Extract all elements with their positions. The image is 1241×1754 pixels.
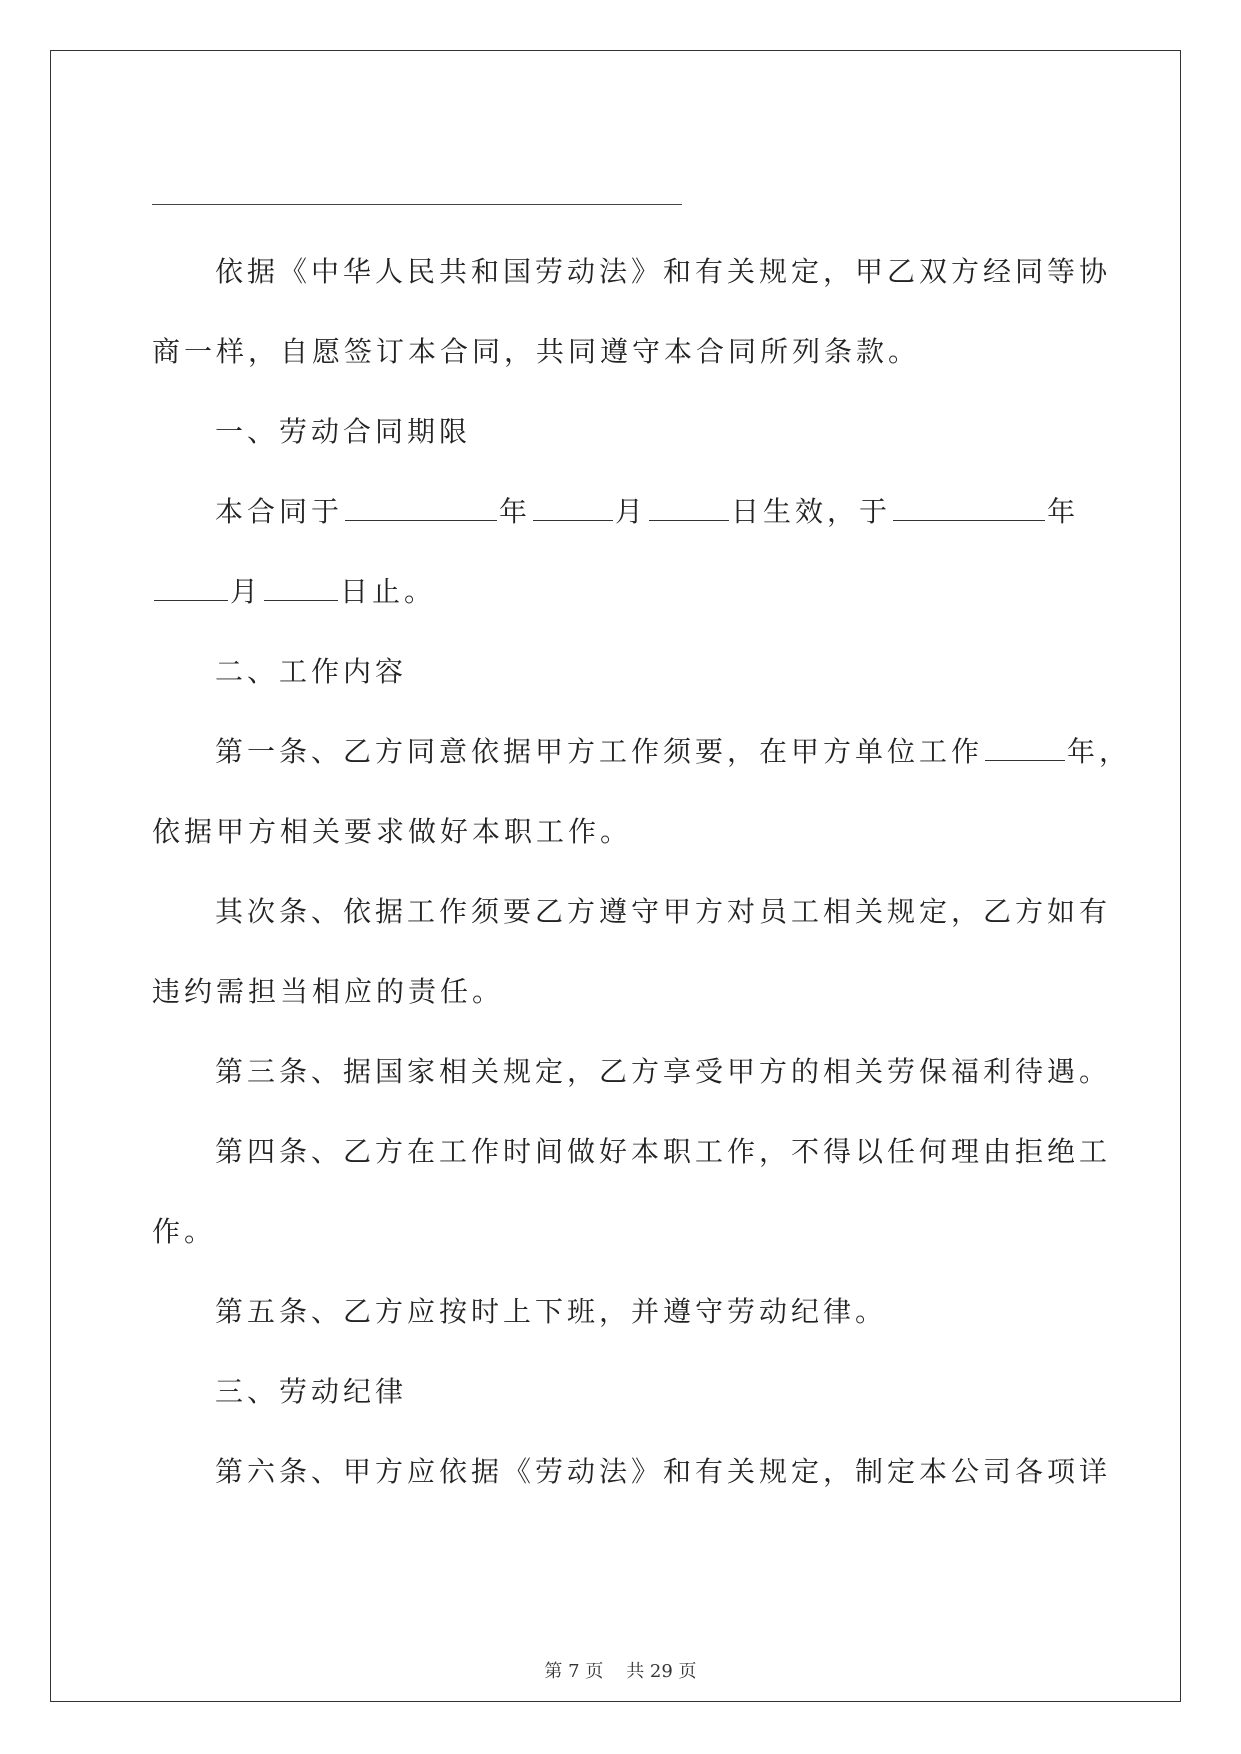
article-text: 其次条、依据工作须要乙方遵守甲方对员工相关规定，乙方如有 [215,895,1112,928]
term-text-end: 日止。 [340,575,437,608]
article-text: 第四条、乙方在工作时间做好本职工作，不得以任何理由拒绝工 [215,1135,1112,1168]
heading-text: 三、劳动纪律 [215,1375,408,1408]
article-1-line-1 [215,732,1131,772]
article-4-line-1 [215,1132,1111,1172]
article-text: 第五条、乙方应按时上下班，并遵守劳动纪律。 [215,1295,888,1328]
article-text: 第一条、乙方同意依据甲方工作须要，在甲方单位工作 [215,735,984,768]
paragraph-term-line-2 [152,572,436,612]
paragraph-intro-line-1 [215,252,1111,292]
article-text: 违约需担当相应的责任。 [152,975,505,1008]
heading-text: 一、劳动合同期限 [215,415,472,448]
article-1-line-2 [152,812,632,852]
article-text: 年， [1067,735,1132,768]
article-text: 依据甲方相关要求做好本职工作。 [152,815,633,848]
page-number: 第 7 页 共 29 页 [544,1661,697,1682]
top-rule [152,204,682,205]
blank-end-month [154,574,228,601]
term-text-effective: 日生效，于 [731,495,892,528]
blank-start-month [533,494,613,521]
article-2-line-2 [152,972,504,1012]
section-heading-work [215,652,407,692]
article-3 [215,1052,1111,1092]
article-text: 作。 [152,1215,217,1248]
paragraph-term-line-1 [215,492,1079,532]
heading-text: 二、工作内容 [215,655,408,688]
term-text-contract-from: 本合同于 [215,495,344,528]
article-2-line-1 [215,892,1111,932]
blank-years [985,734,1065,761]
term-text-month: 月 [615,495,648,528]
term-text-year: 年 [1047,495,1080,528]
article-text: 第六条、甲方应依据《劳动法》和有关规定，制定本公司各项详 [215,1455,1112,1488]
term-text-year: 年 [499,495,532,528]
term-text-month: 月 [230,575,263,608]
paragraph-text: 依据《中华人民共和国劳动法》和有关规定，甲乙双方经同等协 [215,255,1112,288]
blank-end-year [893,494,1045,521]
article-5 [215,1292,887,1332]
article-4-line-2 [152,1212,216,1252]
blank-end-day [264,574,338,601]
paragraph-intro-line-2 [152,332,920,372]
section-heading-term [215,412,471,452]
article-text: 第三条、据国家相关规定，乙方享受甲方的相关劳保福利待遇。 [215,1055,1112,1088]
blank-start-day [649,494,729,521]
blank-start-year [345,494,497,521]
section-heading-discipline [215,1372,407,1412]
paragraph-text: 商一样，自愿签订本合同，共同遵守本合同所列条款。 [152,335,921,368]
article-6-line-1 [215,1452,1111,1492]
